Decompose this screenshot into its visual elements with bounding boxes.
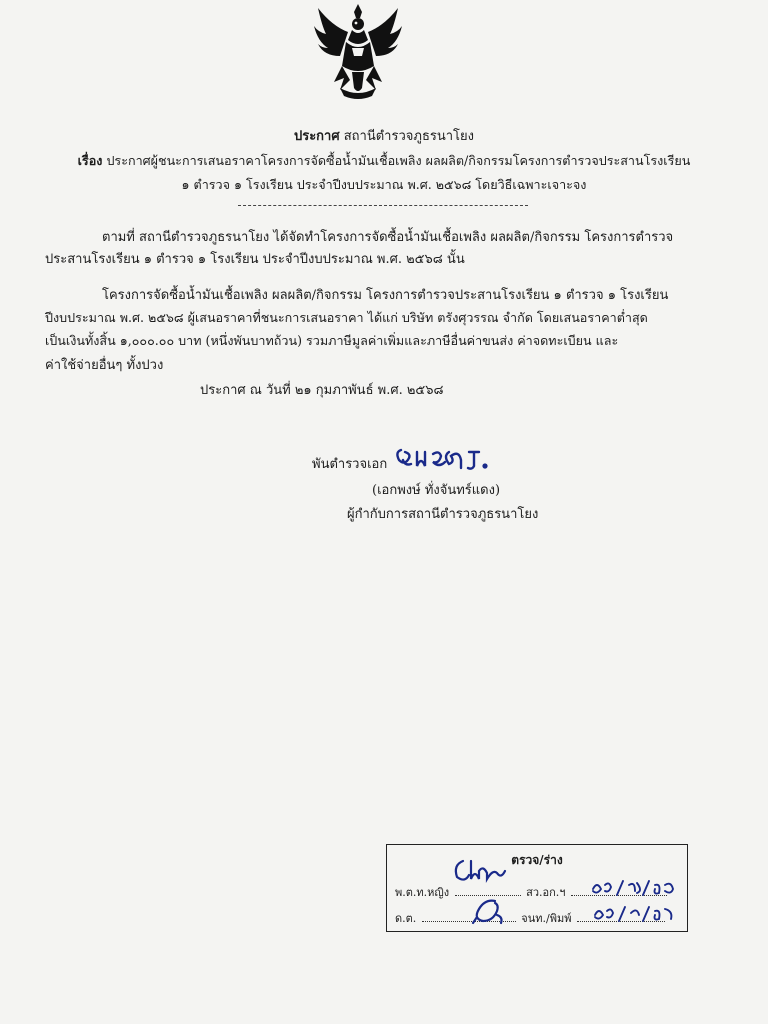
review-box: [386, 844, 688, 932]
handwritten-date-1: [589, 875, 681, 899]
review-box-title: ตรวจ/ร่าง: [511, 853, 563, 867]
handwritten-signature: [393, 440, 493, 476]
subject-label: เรื่อง: [77, 153, 103, 168]
para2-line3: เป็นเงินทั้งสิ้น ๑,๐๐๐.๐๐ บาท (หนึ่งพันบาทถ้วน) รวมภาษีมูลค่าเพิ่มและภาษีอื่นค่าขนส่ง ค่าจดทะเบียน และ: [45, 333, 619, 348]
divider: [238, 205, 528, 206]
para1-line1: ตามที่ สถานีตำรวจภูธรนาโยง ได้จัดทำโครงการจัดซื้อน้ำมันเชื้อเพลิง ผลผลิต/กิจกรรม โครงการตำรวจ: [102, 230, 674, 245]
handwritten-date-2: [591, 901, 681, 925]
review-row2-right-label: จนท./พิมพ์: [521, 912, 572, 925]
review-row1-left-label: พ.ต.ท.หญิง: [395, 886, 450, 899]
title-org: สถานีตำรวจภูธรนาโยง: [343, 129, 475, 144]
garuda-emblem: [312, 2, 404, 102]
signer-rank: พันตำรวจเอก: [312, 457, 388, 472]
title-prefix: ประกาศ: [293, 129, 340, 144]
announce-date: ประกาศ ณ วันที่ ๒๑ กุมภาพันธ์ พ.ศ. ๒๕๖๘: [200, 383, 444, 398]
review-row2-left-label: ด.ต.: [395, 912, 417, 925]
para2-line4: ค่าใช้จ่ายอื่นๆ ทั้งปวง: [45, 358, 164, 373]
para2-line1: โครงการจัดซื้อน้ำมันเชื้อเพลิง ผลผลิต/กิจกรรม โครงการตำรวจประสานโรงเรียน ๑ ตำรวจ ๑ โรงเรียน: [102, 288, 669, 303]
initials-mark-1: [449, 855, 509, 889]
para1-line2: ประสานโรงเรียน ๑ ตำรวจ ๑ โรงเรียน ประจำปีงบประมาณ พ.ศ. ๒๕๖๘ นั้น: [45, 252, 465, 267]
para2-line2: ปีงบประมาณ พ.ศ. ๒๕๖๘ ผู้เสนอราคาที่ชนะการเสนอราคา ได้แก่ บริษัท ตรังศุวรรณ จำกัด โดยเสนอราคาต่ำสุด: [45, 310, 648, 325]
signer-name: (เอกพงษ์ ทั่งจันทร์แดง): [372, 483, 501, 498]
review-row1-right-label: สว.อก.ฯ: [526, 886, 566, 899]
announcement-title: [0, 125, 768, 146]
subject-line-1: [0, 151, 768, 171]
signer-position: ผู้กำกับการสถานีตำรวจภูธรนาโยง: [347, 507, 539, 522]
subject-text-1: ประกาศผู้ชนะการเสนอราคาโครงการจัดซื้อน้ำมันเชื้อเพลิง ผลผลิต/กิจกรรมโครงการตำรวจประสานโรงเรียน: [106, 153, 691, 168]
subject-line-2: ๑ ตำรวจ ๑ โรงเรียน ประจำปีงบประมาณ พ.ศ. ๒๕๖๘ โดยวิธีเฉพาะเจาะจง: [181, 177, 587, 192]
initials-mark-2: [467, 897, 507, 927]
